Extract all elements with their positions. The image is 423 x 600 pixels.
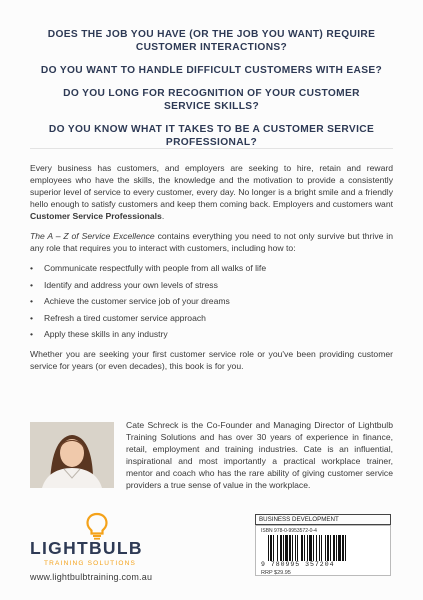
bio-text: Cate Schreck is the Co-Founder and Managing Director of Lightbulb Training Solutions and has over 30 years of experience in finance, retail, employment and training industries. Cate is an influential, inspirational and most importantly a practical workplace trainer, mentor and coach who has the rare ability of giving customer service providers a true sense of value in the workplace. — [126, 420, 393, 490]
list-item — [30, 279, 393, 291]
intro-bold: Customer Service Professionals — [30, 211, 162, 221]
list-item-text: Communicate respectfully with people from all walks of life — [44, 263, 267, 273]
book-description: contains everything you need to not only survive but thrive in any role that requires you to interact with customers, including how to: — [30, 231, 393, 253]
bullet-icon: • — [30, 296, 34, 306]
bullet-icon: • — [30, 329, 34, 339]
publisher-logo — [30, 512, 150, 567]
barcode-icon — [268, 535, 376, 561]
book-paragraph — [30, 230, 393, 254]
bullet-icon: • — [30, 312, 34, 323]
intro-paragraph — [30, 162, 393, 222]
question: DO YOU KNOW WHAT IT TAKES TO BE A CUSTOMER SERVICE PROFESSIONAL? — [48, 124, 375, 148]
book-title: The A – Z of Service Excellence — [30, 231, 155, 241]
barcode-block — [255, 514, 391, 576]
website-url: www.lightbulbtraining.com.au — [30, 572, 153, 582]
barcode-area — [255, 525, 391, 576]
list-item — [30, 262, 393, 274]
list-item — [30, 328, 393, 340]
author-photo — [30, 422, 114, 488]
lightbulb-icon — [84, 512, 110, 540]
question: DOES THE JOB YOU HAVE (OR THE JOB YOU WANT) REQUIRE CUSTOMER INTERACTIONS? — [47, 29, 376, 53]
intro-text: Every business has customers, and employers are seeking to hire, retain and reward employees who have the skills, the knowledge and the motivation to provide a consistently superior level of service to every customer, every day. No longer is a bright smile and a friendly hello enough to satisfy customers and keep them coming back. Employers and customers want — [30, 163, 393, 209]
questions-block — [40, 28, 383, 159]
category-label: BUSINESS DEVELOPMENT — [255, 514, 391, 525]
brand-tagline: TRAINING SOLUTIONS — [43, 560, 137, 567]
price-text: RRP $29.95 — [261, 570, 291, 576]
intro-end: . — [161, 211, 165, 221]
isbn-text: ISBN 978-0-9953572-0-4 — [261, 528, 317, 534]
blurb — [30, 162, 393, 380]
list-item-text: Apply these skills in any industry — [44, 329, 168, 339]
list-item-text: Refresh a tired customer service approach — [44, 312, 206, 323]
bullet-icon: • — [30, 279, 34, 290]
closing-paragraph: Whether you are seeking your first customer service role or you've been providing customer service for years (or even decades), this book is for you. — [30, 349, 393, 371]
list-item — [30, 312, 393, 324]
list-item-text: Identify and address your own levels of stress — [44, 279, 218, 290]
list-item-text: Achieve the customer service job of your dreams — [44, 296, 230, 306]
question: DO YOU WANT TO HANDLE DIFFICULT CUSTOMERS WITH EASE? — [40, 65, 383, 76]
author-bio — [30, 422, 393, 488]
brand-name: LIGHTBULB — [30, 538, 143, 558]
question: DO YOU LONG FOR RECOGNITION OF YOUR CUSTOMER SERVICE SKILLS? — [63, 88, 360, 112]
barcode-digits: 9 780995 357204 — [261, 561, 335, 568]
list-item — [30, 295, 393, 307]
bullet-icon: • — [30, 263, 34, 273]
skills-list — [30, 262, 393, 340]
author-photo-illustration — [30, 422, 114, 488]
divider — [30, 148, 393, 149]
